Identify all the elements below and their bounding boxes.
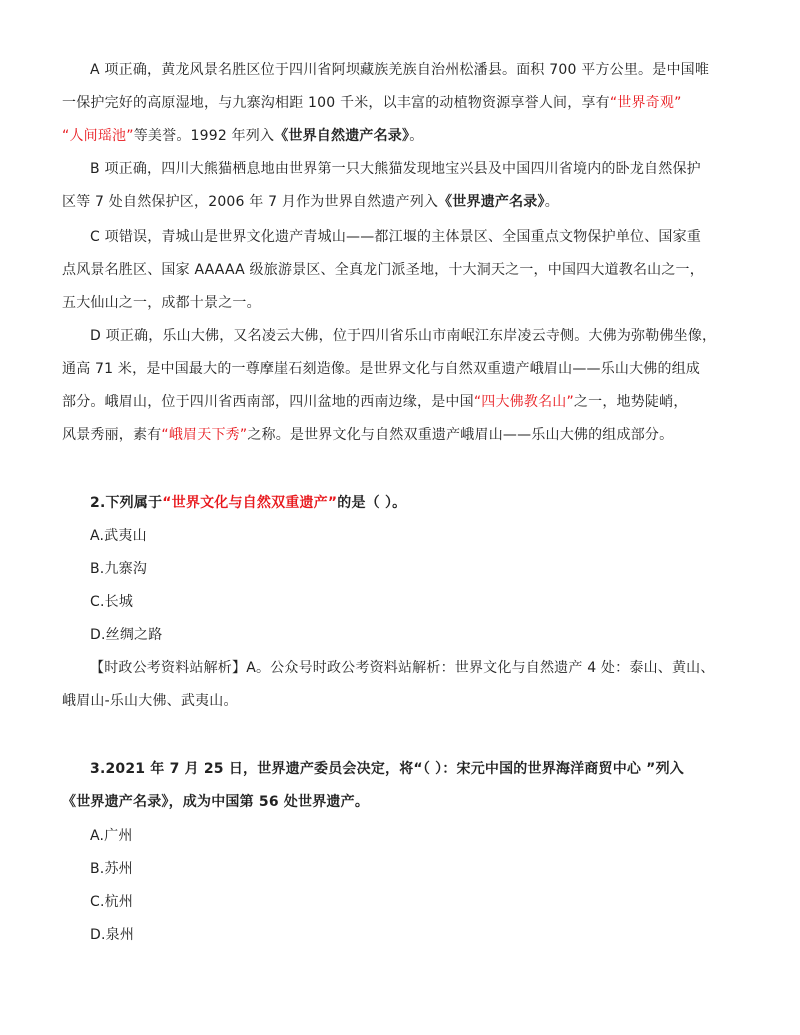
question-2-option-d: D.丝绸之路 — [90, 627, 163, 643]
book-title-world-natural-heritage: 《世界自然遗产名录》 — [274, 128, 410, 144]
explanation-a-line-1: A 项正确，黄龙风景名胜区位于四川省阿坝藏族羌族自治州松潘县。面积 700 平方公里。是中国唯 — [90, 62, 710, 78]
explanation-c-line-2: 点风景名胜区、国家 AAAAA 级旅游景区、全真龙门派圣地，十大洞天之一，中国四大道教名山之一， — [62, 262, 704, 278]
explanation-d-line-4: 风景秀丽，素有“峨眉天下秀”之称。是世界文化与自然双重遗产峨眉山——乐山大佛的组成部分。 — [62, 427, 674, 443]
explanation-a-line-2: 一保护完好的高原湿地，与九寨沟相距 100 千米，以丰富的动植物资源享誉人间，享有“世界奇观” — [62, 95, 682, 111]
question-3-option-c: C.杭州 — [90, 894, 134, 910]
question-3-title-line-2: 《世界遗产名录》，成为中国第 56 处世界遗产。 — [62, 794, 370, 810]
question-2-analysis-line-1: 【时政公考资料站解析】A。公众号时政公考资料站解析：世界文化与自然遗产 4 处：泰山、黄山、 — [90, 660, 715, 676]
highlight-dual-heritage: “世界文化与自然双重遗产” — [162, 495, 338, 511]
explanation-d-line-3: 部分。峨眉山，位于四川省西南部，四川盆地的西南边缘，是中国“四大佛教名山”之一，地势陡峭， — [62, 394, 688, 410]
question-2-option-a: A.武夷山 — [90, 528, 147, 544]
explanation-d-line-1: D 项正确，乐山大佛，又名凌云大佛，位于四川省乐山市南岷江东岸凌云寺侧。大佛为弥勒佛坐像， — [90, 328, 717, 344]
explanation-c-line-3: 五大仙山之一，成都十景之一。 — [62, 295, 261, 311]
question-3-option-b: B.苏州 — [90, 861, 133, 877]
question-3-option-d: D.泉州 — [90, 927, 135, 943]
highlight-emei-beauty: “峨眉天下秀” — [161, 427, 248, 443]
explanation-b-line-2: 区等 7 处自然保护区，2006 年 7 月作为世界自然遗产列入《世界遗产名录》。 — [62, 194, 559, 210]
explanation-b-line-1: B 项正确，四川大熊猫栖息地由世界第一只大熊猫发现地宝兴县及中国四川省境内的卧龙自然保护 — [90, 161, 701, 177]
question-3-title-line-1: 3.2021 年 7 月 25 日，世界遗产委员会决定，将“（ ）：宋元中国的世界海洋商贸中心 ”列入 — [90, 761, 684, 777]
highlight-four-buddhist-mountains: “四大佛教名山” — [473, 394, 574, 410]
highlight-world-wonder: “世界奇观” — [609, 95, 682, 111]
question-2-analysis-line-2: 峨眉山-乐山大佛、武夷山。 — [62, 693, 238, 709]
question-2-option-b: B.九寨沟 — [90, 561, 148, 577]
question-2-title: 2.下列属于“世界文化与自然双重遗产”的是（ ）。 — [90, 495, 407, 511]
explanation-d-line-2: 通高 71 米，是中国最大的一尊摩崖石刻造像。是世界文化与自然双重遗产峨眉山——乐山大佛的组成 — [62, 361, 701, 377]
question-3-option-a: A.广州 — [90, 828, 133, 844]
explanation-c-line-1: C 项错误，青城山是世界文化遗产青城山——都江堰的主体景区、全国重点文物保护单位、国家重 — [90, 229, 702, 245]
highlight-fairyland: “人间瑶池” — [62, 128, 134, 144]
book-title-world-heritage: 《世界遗产名录》 — [438, 194, 545, 210]
question-2-option-c: C.长城 — [90, 594, 134, 610]
explanation-a-line-3: “人间瑶池”等美誉。1992 年列入《世界自然遗产名录》。 — [62, 128, 424, 144]
